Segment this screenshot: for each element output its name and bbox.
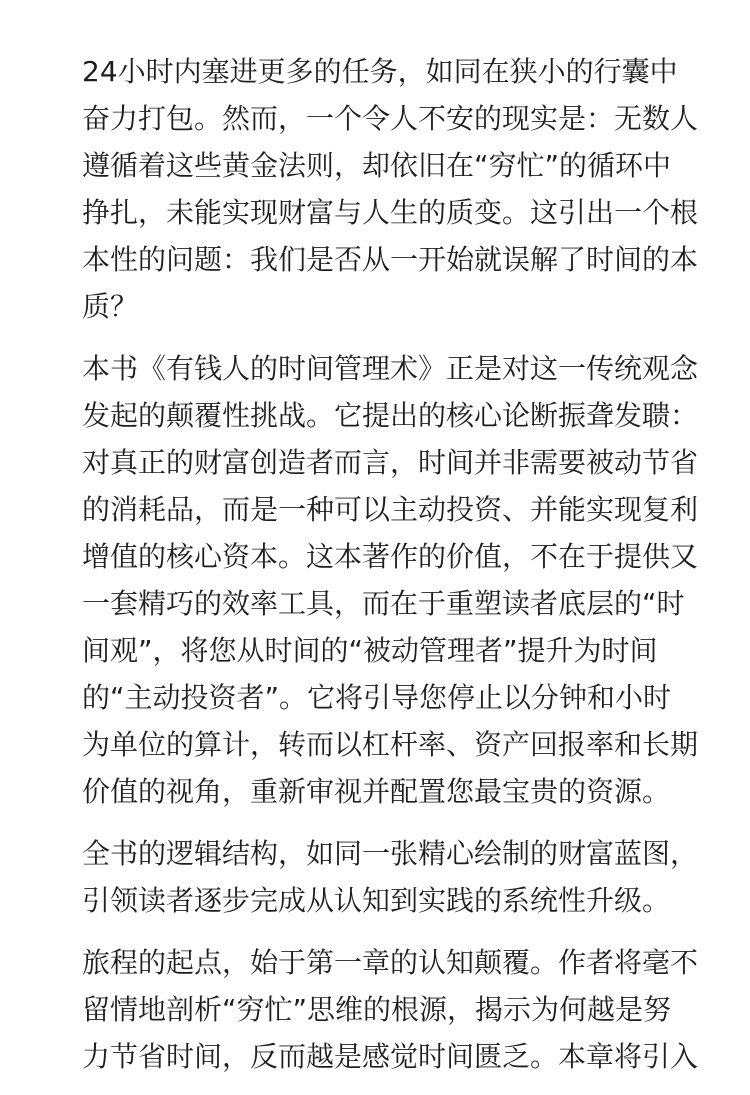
paragraph-line: 一套精巧的效率工具，而在于重塑读者底层的“时 [82,587,685,620]
paragraph-line: 24小时内塞进更多的任务，如同在狭小的行囊中 [82,55,678,88]
paragraph-line: 为单位的算计，转而以杠杆率、资产回报率和长期 [82,728,699,761]
paragraph-line: 旅程的起点，始于第一章的认知颠覆。作者将毫不 [82,946,699,979]
paragraph-line: 的“主动投资者”。它将引导您停止以分钟和小时 [82,681,672,714]
paragraph-line: 增值的核心资本。这本著作的价值，不在于提供又 [82,540,699,573]
paragraph-line: 本性的问题：我们是否从一开始就误解了时间的本 [82,243,699,276]
paragraph-2 [82,345,699,815]
paragraph-3 [82,830,699,924]
paragraph-line: 挣扎，未能实现财富与人生的质变。这引出一个根 [82,196,699,229]
paragraph-line: 遵循着这些黄金法则，却依旧在“穷忙”的循环中 [82,149,672,182]
paragraph-line: 间观”，将您从时间的“被动管理者”提升为时间 [82,634,658,667]
document-page [82,48,699,1095]
paragraph-line: 发起的颠覆性挑战。它提出的核心论断振聋发聩： [82,399,699,432]
paragraph-line: 全书的逻辑结构，如同一张精心绘制的财富蓝图， [82,837,699,870]
paragraph-line: 质？ [82,290,139,323]
paragraph-line: 力节省时间，反而越是感觉时间匮乏。本章将引入 [82,1040,699,1073]
paragraph-1 [82,48,699,330]
paragraph-line: 对真正的财富创造者而言，时间并非需要被动节省 [82,446,699,479]
paragraph-line: 本书《有钱人的时间管理术》正是对这一传统观念 [82,352,699,385]
paragraph-line: 价值的视角，重新审视并配置您最宝贵的资源。 [82,775,671,808]
paragraph-line: 留情地剖析“穷忙”思维的根源，揭示为何越是努 [82,993,672,1026]
paragraph-line: 的消耗品，而是一种可以主动投资、并能实现复利 [82,493,699,526]
paragraph-line: 引领读者逐步完成从认知到实践的系统性升级。 [82,884,671,917]
paragraph-4 [82,939,699,1080]
paragraph-line: 奋力打包。然而，一个令人不安的现实是：无数人 [82,102,699,135]
